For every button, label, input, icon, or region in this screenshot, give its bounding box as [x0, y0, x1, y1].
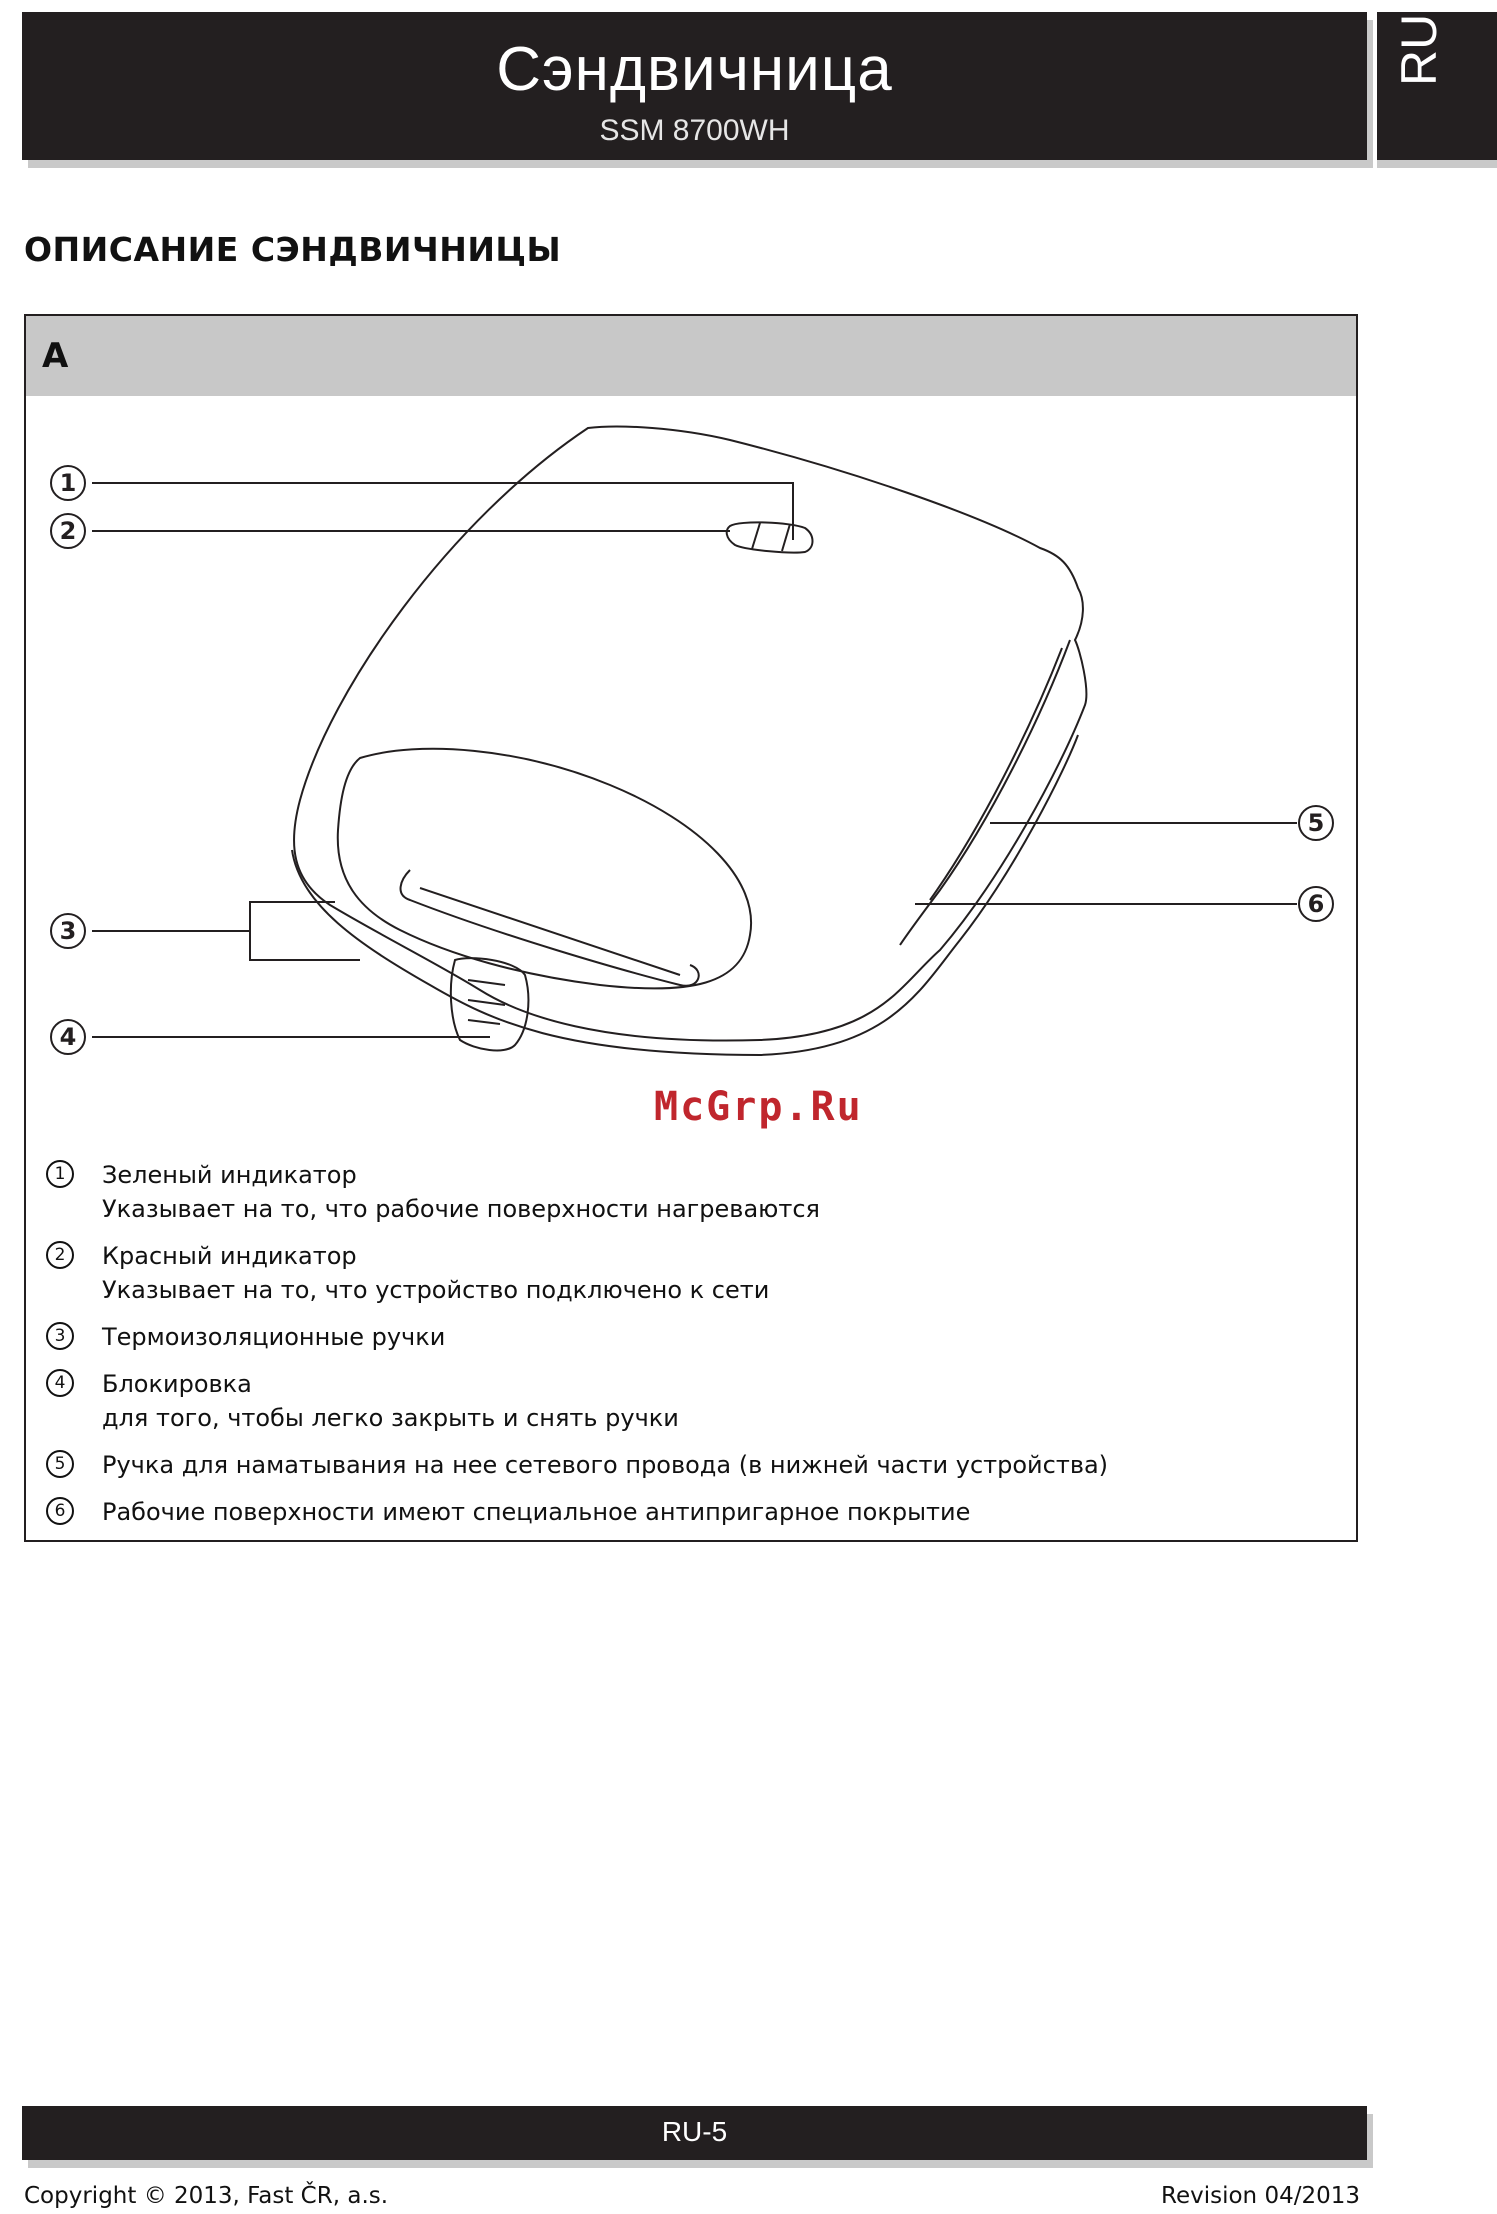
appliance-lid-outline: [294, 427, 1086, 1041]
legend-number: 3: [46, 1322, 74, 1350]
legend-number: 1: [46, 1160, 74, 1188]
leader-line-3-bracket: [250, 902, 360, 960]
legend-item: [46, 1495, 1286, 1529]
legend-description: Указывает на то, что рабочие поверхности нагреваются: [102, 1195, 820, 1223]
callout-number-5: 5: [1307, 809, 1325, 837]
revision-text: Revision 04/2013: [1161, 2183, 1360, 2209]
callout-number-4: 4: [59, 1023, 77, 1051]
callout-number-6: 6: [1307, 890, 1325, 918]
legend-description: Указывает на то, что устройство подключено к сети: [102, 1276, 770, 1304]
legend-number: 4: [46, 1369, 74, 1397]
callout-number-2: 2: [59, 517, 77, 545]
model-number: SSM 8700WH: [599, 114, 790, 147]
legend-item: [46, 1239, 1286, 1307]
watermark-text: McGrp.Ru: [654, 1084, 863, 1130]
legend-title: Красный индикатор: [102, 1242, 357, 1270]
legend-item: [46, 1320, 1286, 1354]
legend-title: Рабочие поверхности имеют специальное антипригарное покрытие: [102, 1498, 971, 1526]
legend-item: [46, 1367, 1286, 1435]
appliance-base-rim: [292, 735, 1078, 1055]
legend-description: для того, чтобы легко закрыть и снять ручки: [102, 1404, 679, 1432]
legend-number: 6: [46, 1497, 74, 1525]
legend-item: [46, 1158, 1286, 1226]
legend-number: 2: [46, 1241, 74, 1269]
figure-label: A: [42, 336, 69, 376]
legend-item: [46, 1448, 1286, 1482]
page-number: RU-5: [661, 2116, 728, 2147]
callout-number-3: 3: [59, 917, 77, 945]
callout-number-1: 1: [59, 469, 77, 497]
parts-legend: [46, 1158, 1286, 1542]
legend-title: Блокировка: [102, 1370, 252, 1398]
legend-number: 5: [46, 1450, 74, 1478]
legend-title: Ручка для наматывания на нее сетевого провода (в нижней части устройства): [102, 1451, 1109, 1479]
legend-title: Термоизоляционные ручки: [102, 1323, 446, 1351]
cooking-plate: [338, 749, 751, 989]
document-title: Сэндвичница: [496, 35, 893, 104]
indicator-lights: [727, 522, 813, 552]
legend-title: Зеленый индикатор: [102, 1161, 357, 1189]
footer-bar: [22, 2106, 1367, 2160]
copyright-text: Copyright © 2013, Fast ČR, a.s.: [24, 2183, 389, 2209]
language-label: RU: [1391, 13, 1447, 86]
section-heading: ОПИСАНИЕ СЭНДВИЧНИЦЫ: [24, 230, 562, 269]
